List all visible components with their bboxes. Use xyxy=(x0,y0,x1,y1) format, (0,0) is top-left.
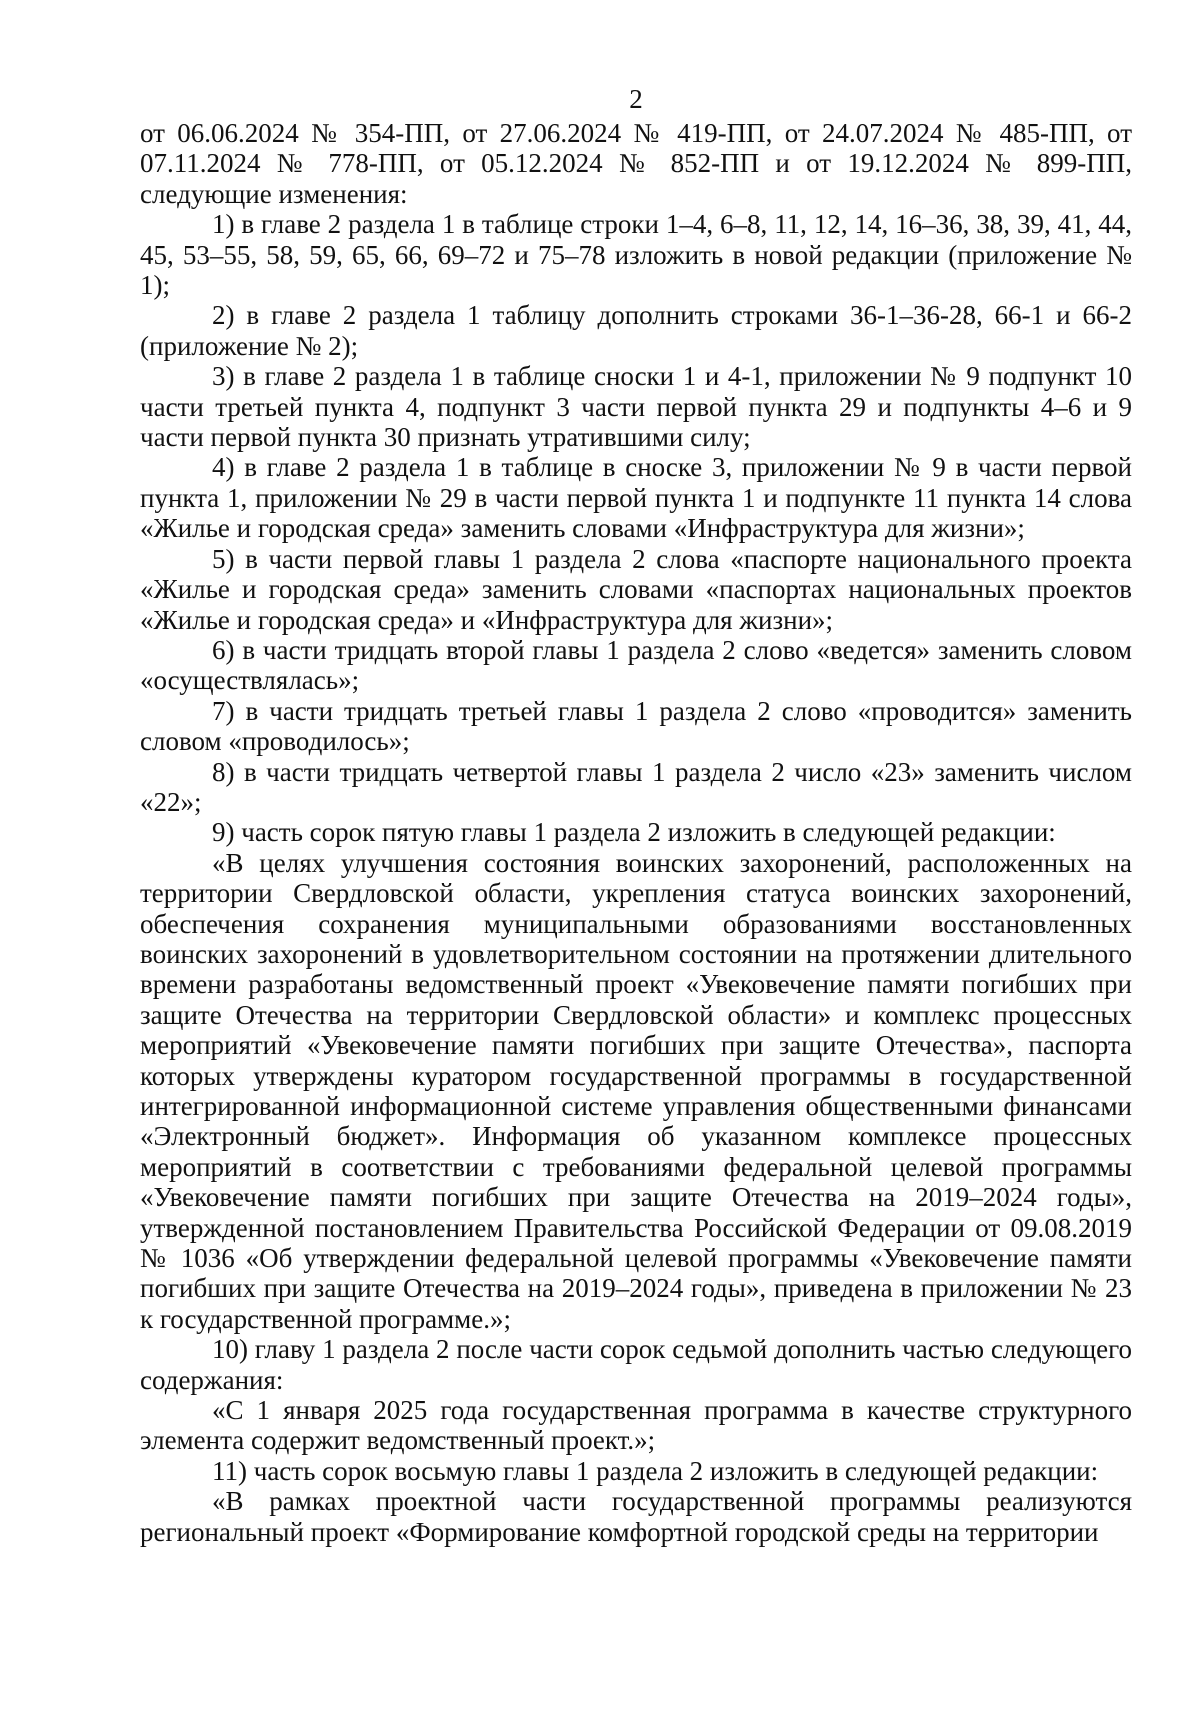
paragraph: «С 1 января 2025 года государственная программа в качестве структурного элемента содержит ведомственный проект.»; xyxy=(140,1395,1132,1456)
paragraph: «В целях улучшения состояния воинских захоронений, расположенных на территории Свердловской области, укрепления статуса воинских захоронений, обеспечения сохранения муниципальными образованиями восстановленных воинских захоронений в удовлетворительном состоянии на протяжении длительного времени разработаны ведомственный проект «Увековечение памяти погибших при защите Отечества на территории Свердловской области» и комплекс процессных мероприятий «Увековечение памяти погибших при защите Отечества», паспорта которых утверждены куратором государственной программы в государственной интегрированной информационной системе управления общественными финансами «Электронный бюджет». Информация об указанном комплексе процессных мероприятий в соответствии с требованиями федеральной целевой программы «Увековечение памяти погибших при защите Отечества на 2019–2024 годы», утвержденной постановлением Правительства Российской Федерации от 09.08.2019 № 1036 «Об утверждении федеральной целевой программы «Увековечение памяти погибших при защите Отечества на 2019–2024 годы», приведена в приложении № 23 к государственной программе.»; xyxy=(140,847,1132,1334)
paragraph: 1) в главе 2 раздела 1 в таблице строки 1–4, 6–8, 11, 12, 14, 16–36, 38, 39, 41, 44, 45, 53–55, 58, 59, 65, 66, 69–72 и 75–78 изложить в новой редакции (приложение № 1); xyxy=(140,209,1132,301)
paragraph: 8) в части тридцать четвертой главы 1 раздела 2 число «23» заменить числом «22»; xyxy=(140,756,1132,817)
paragraph: 3) в главе 2 раздела 1 в таблице сноски 1 и 4-1, приложении № 9 подпункт 10 части третьей пункта 4, подпункт 3 части первой пункта 29 и подпункты 4–6 и 9 части первой пункта 30 признать утратившими силу; xyxy=(140,361,1132,453)
paragraph: 6) в части тридцать второй главы 1 раздела 2 слово «ведется» заменить словом «осуществлялась»; xyxy=(140,634,1132,696)
paragraph: 7) в части тридцать третьей главы 1 раздела 2 слово «проводится» заменить словом «проводилось»; xyxy=(140,695,1132,757)
paragraph: 5) в части первой главы 1 раздела 2 слова «паспорте национального проекта «Жилье и городская среда» заменить словами «паспортах национальных проектов «Жилье и городская среда» и «Инфраструктура для жизни»; xyxy=(140,543,1132,635)
paragraph: 9) часть сорок пятую главы 1 раздела 2 изложить в следующей редакции: xyxy=(212,817,1056,848)
document-page xyxy=(140,84,1132,1547)
paragraph: 11) часть сорок восьмую главы 1 раздела 2 изложить в следующей редакции: xyxy=(212,1455,1099,1486)
paragraph: 2) в главе 2 раздела 1 таблицу дополнить строками 36-1–36-28, 66-1 и 66-2 (приложение № 2); xyxy=(140,300,1132,361)
page-number: 2 xyxy=(629,84,643,114)
paragraph: «В рамках проектной части государственной программы реализуются региональный проект «Формирование комфортной городской среды на территории xyxy=(140,1486,1132,1547)
document-body xyxy=(140,118,1132,1547)
paragraph: 10) главу 1 раздела 2 после части сорок седьмой дополнить частью следующего содержания: xyxy=(140,1334,1132,1395)
paragraph: 4) в главе 2 раздела 1 в таблице в сноске 3, приложении № 9 в части первой пункта 1, приложении № 29 в части первой пункта 1 и подпункте 11 пункта 14 слова «Жилье и городская среда» заменить словами «Инфраструктура для жизни»; xyxy=(140,452,1132,544)
paragraph: от 06.06.2024 № 354-ПП, от 27.06.2024 № 419-ПП, от 24.07.2024 № 485-ПП, от 07.11.2024 № 778-ПП, от 05.12.2024 № 852-ПП и от 19.12.2024 № 899-ПП, следующие изменения: xyxy=(140,118,1132,209)
